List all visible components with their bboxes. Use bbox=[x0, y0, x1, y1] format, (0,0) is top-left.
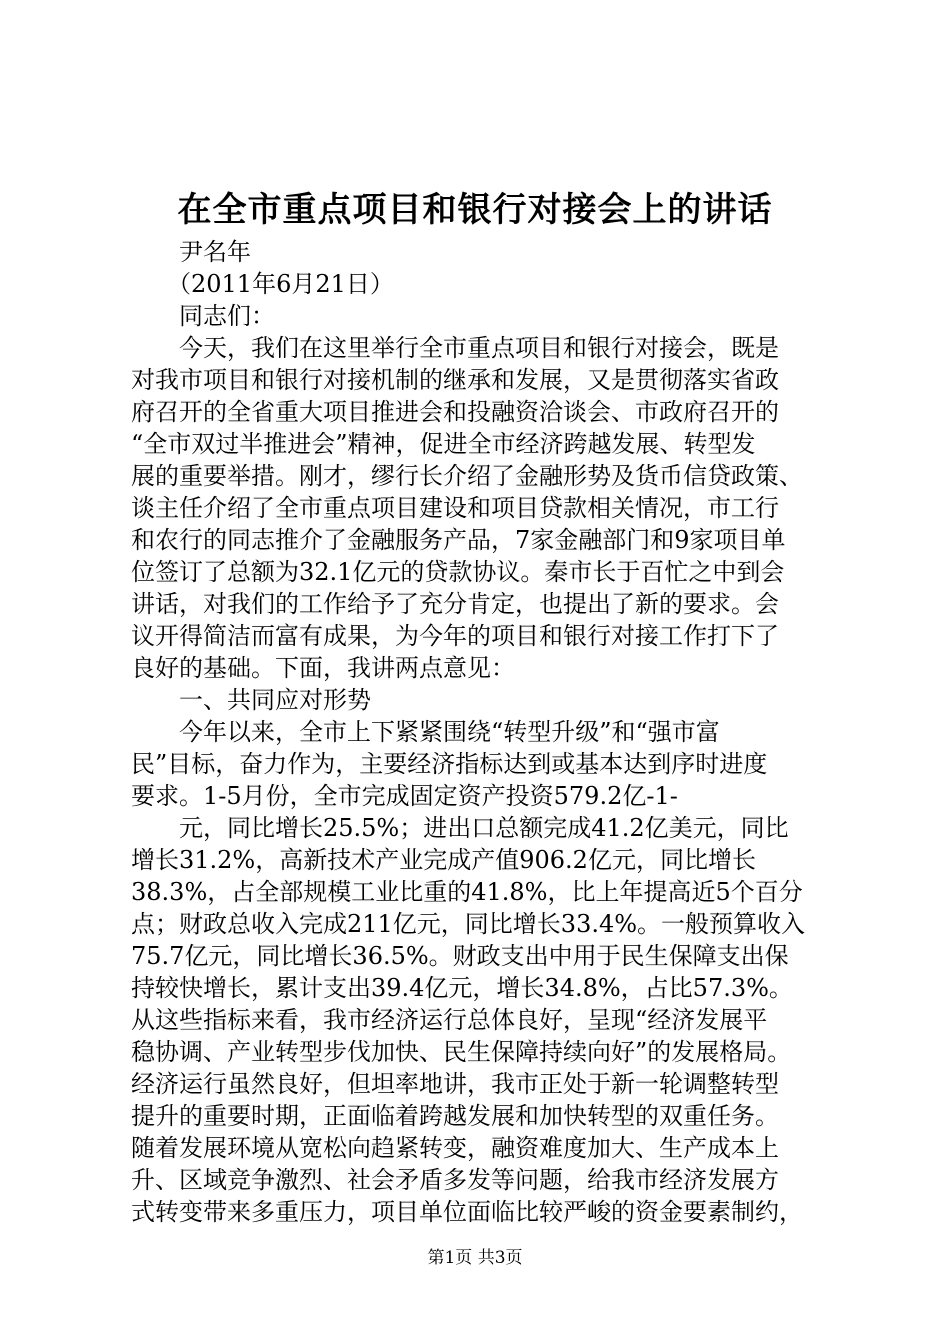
paragraph-line: 点；财政总收入完成211亿元，同比增长33.4%。一般预算收入 bbox=[131, 910, 806, 938]
date-line: （2011年6月21日） bbox=[167, 270, 394, 298]
paragraph-line: 38.3%，占全部规模工业比重的41.8%，比上年提高近5个百分 bbox=[131, 878, 803, 906]
document-body bbox=[131, 236, 831, 1228]
paragraph-1 bbox=[131, 332, 831, 684]
paragraph-line: 讲话，对我们的工作给予了充分肯定，也提出了新的要求。会 bbox=[131, 590, 779, 618]
paragraph-line: 经济运行虽然良好，但坦率地讲，我市正处于新一轮调整转型 bbox=[131, 1070, 779, 1098]
paragraph-line: 升、区域竞争激烈、社会矛盾多发等问题，给我市经济发展方 bbox=[131, 1166, 779, 1194]
paragraph-line: 对我市项目和银行对接机制的继承和发展，又是贯彻落实省政 bbox=[131, 366, 779, 394]
paragraph-line: 今天，我们在这里举行全市重点项目和银行对接会，既是 bbox=[179, 334, 779, 362]
author-line: 尹名年 bbox=[179, 238, 251, 266]
paragraph-line: 元，同比增长25.5%；进出口总额完成41.2亿美元，同比 bbox=[179, 814, 789, 842]
paragraph-line: 75.7亿元，同比增长36.5%。财政支出中用于民生保障支出保 bbox=[131, 942, 789, 970]
paragraph-line: 持较快增长，累计支出39.4亿元，增长34.8%，占比57.3%。 bbox=[131, 974, 793, 1002]
paragraph-line: 议开得简洁而富有成果，为今年的项目和银行对接工作打下了 bbox=[131, 622, 779, 650]
paragraph-line: 稳协调、产业转型步伐加快、民生保障持续向好”的发展格局。 bbox=[131, 1038, 792, 1066]
paragraph-line: 从这些指标来看，我市经济运行总体良好，呈现“经济发展平 bbox=[131, 1006, 768, 1034]
paragraph-line: 位签订了总额为32.1亿元的贷款协议。秦市长于百忙之中到会 bbox=[131, 558, 785, 586]
paragraph-line: 良好的基础。下面，我讲两点意见： bbox=[131, 654, 515, 682]
salutation-line: 同志们： bbox=[179, 302, 275, 330]
paragraph-line: 今年以来，全市上下紧紧围绕“转型升级”和“强市富 bbox=[179, 718, 720, 746]
paragraph-2a bbox=[131, 716, 831, 812]
paragraph-line: 要求。1-5月份，全市完成固定资产投资579.2亿-1- bbox=[131, 782, 678, 810]
paragraph-line: 展的重要举措。刚才，缪行长介绍了金融形势及货币信贷政策、 bbox=[131, 462, 803, 490]
paragraph-line: 谈主任介绍了全市重点项目建设和项目贷款相关情况，市工行 bbox=[131, 494, 779, 522]
paragraph-line: 式转变带来多重压力，项目单位面临比较严峻的资金要素制约， bbox=[131, 1198, 803, 1226]
paragraph-line: 提升的重要时期，正面临着跨越发展和加快转型的双重任务。 bbox=[131, 1102, 779, 1130]
paragraph-2b bbox=[131, 812, 831, 1228]
page-footer: 第1页 共3页 bbox=[427, 1248, 523, 1268]
paragraph-line: 府召开的全省重大项目推进会和投融资洽谈会、市政府召开的 bbox=[131, 398, 779, 426]
document-title: 在全市重点项目和银行对接会上的讲话 bbox=[177, 190, 773, 230]
paragraph-line: 增长31.2%，高新技术产业完成产值906.2亿元，同比增长 bbox=[131, 846, 756, 874]
paragraph-line: “全市双过半推进会”精神，促进全市经济跨越发展、转型发 bbox=[131, 430, 756, 458]
paragraph-line: 民”目标，奋力作为，主要经济指标达到或基本达到序时进度 bbox=[131, 750, 768, 778]
section-heading: 一、共同应对形势 bbox=[179, 686, 371, 714]
paragraph-line: 和农行的同志推介了金融服务产品，7家金融部门和9家项目单 bbox=[131, 526, 786, 554]
paragraph-line: 随着发展环境从宽松向趋紧转变，融资难度加大、生产成本上 bbox=[131, 1134, 779, 1162]
